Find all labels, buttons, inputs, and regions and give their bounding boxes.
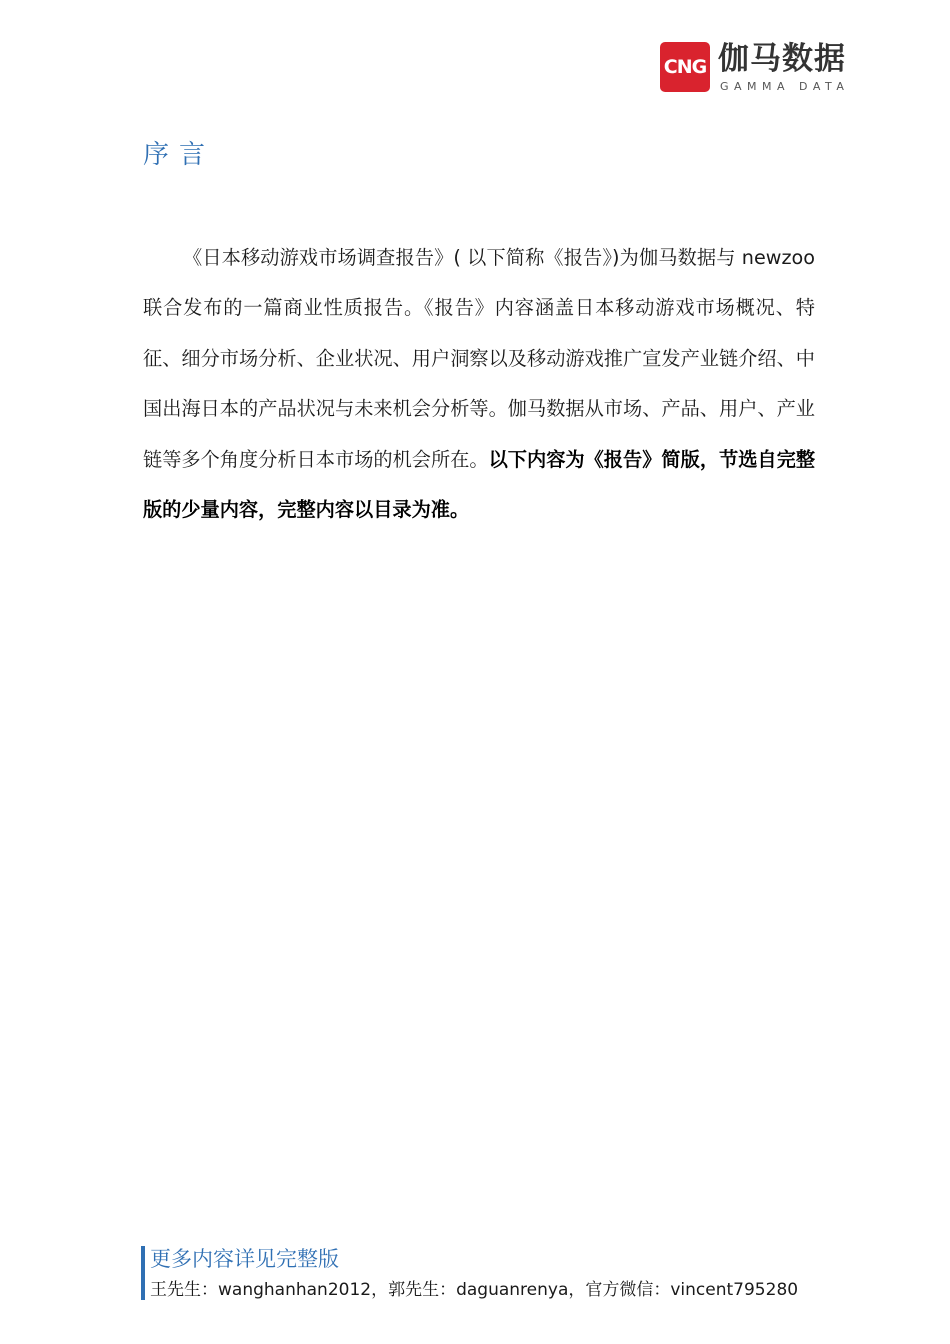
- preface-bold-note: 以下内容为《报告》简版，节选自完整版的少量内容，完整内容以目录为准。: [143, 447, 816, 522]
- section-title: 序言: [143, 140, 216, 170]
- footer-title: 更多内容详见完整版: [150, 1247, 339, 1271]
- gamma-data-logo: [660, 40, 870, 96]
- preface-paragraph: [143, 233, 815, 535]
- logo-badge-icon: CNG: [660, 42, 710, 92]
- footer-accent-bar: [141, 1246, 145, 1300]
- preface-text: 《日本移动游戏市场调查报告》( 以下简称《报告》)为伽马数据与 newzoo 联合发布的一篇商业性质报告。《报告》内容涵盖日本移动游戏市场概况、特征、细分市场分析、企业状况、用户洞察以及移动游戏推广宣发产业链介绍、中国出海日本的产品状况与未来机会分析等。伽马数据从市场、产品、用户、产业链等多个角度分析日本市场的机会所在。: [143, 246, 815, 471]
- logo-english-name: GAMMA DATA: [720, 80, 850, 93]
- footer-contact: 王先生：wanghanhan2012，郭先生：daguanrenya，官方微信：vincent795280: [150, 1280, 799, 1300]
- logo-chinese-name: 伽马数据: [718, 41, 846, 77]
